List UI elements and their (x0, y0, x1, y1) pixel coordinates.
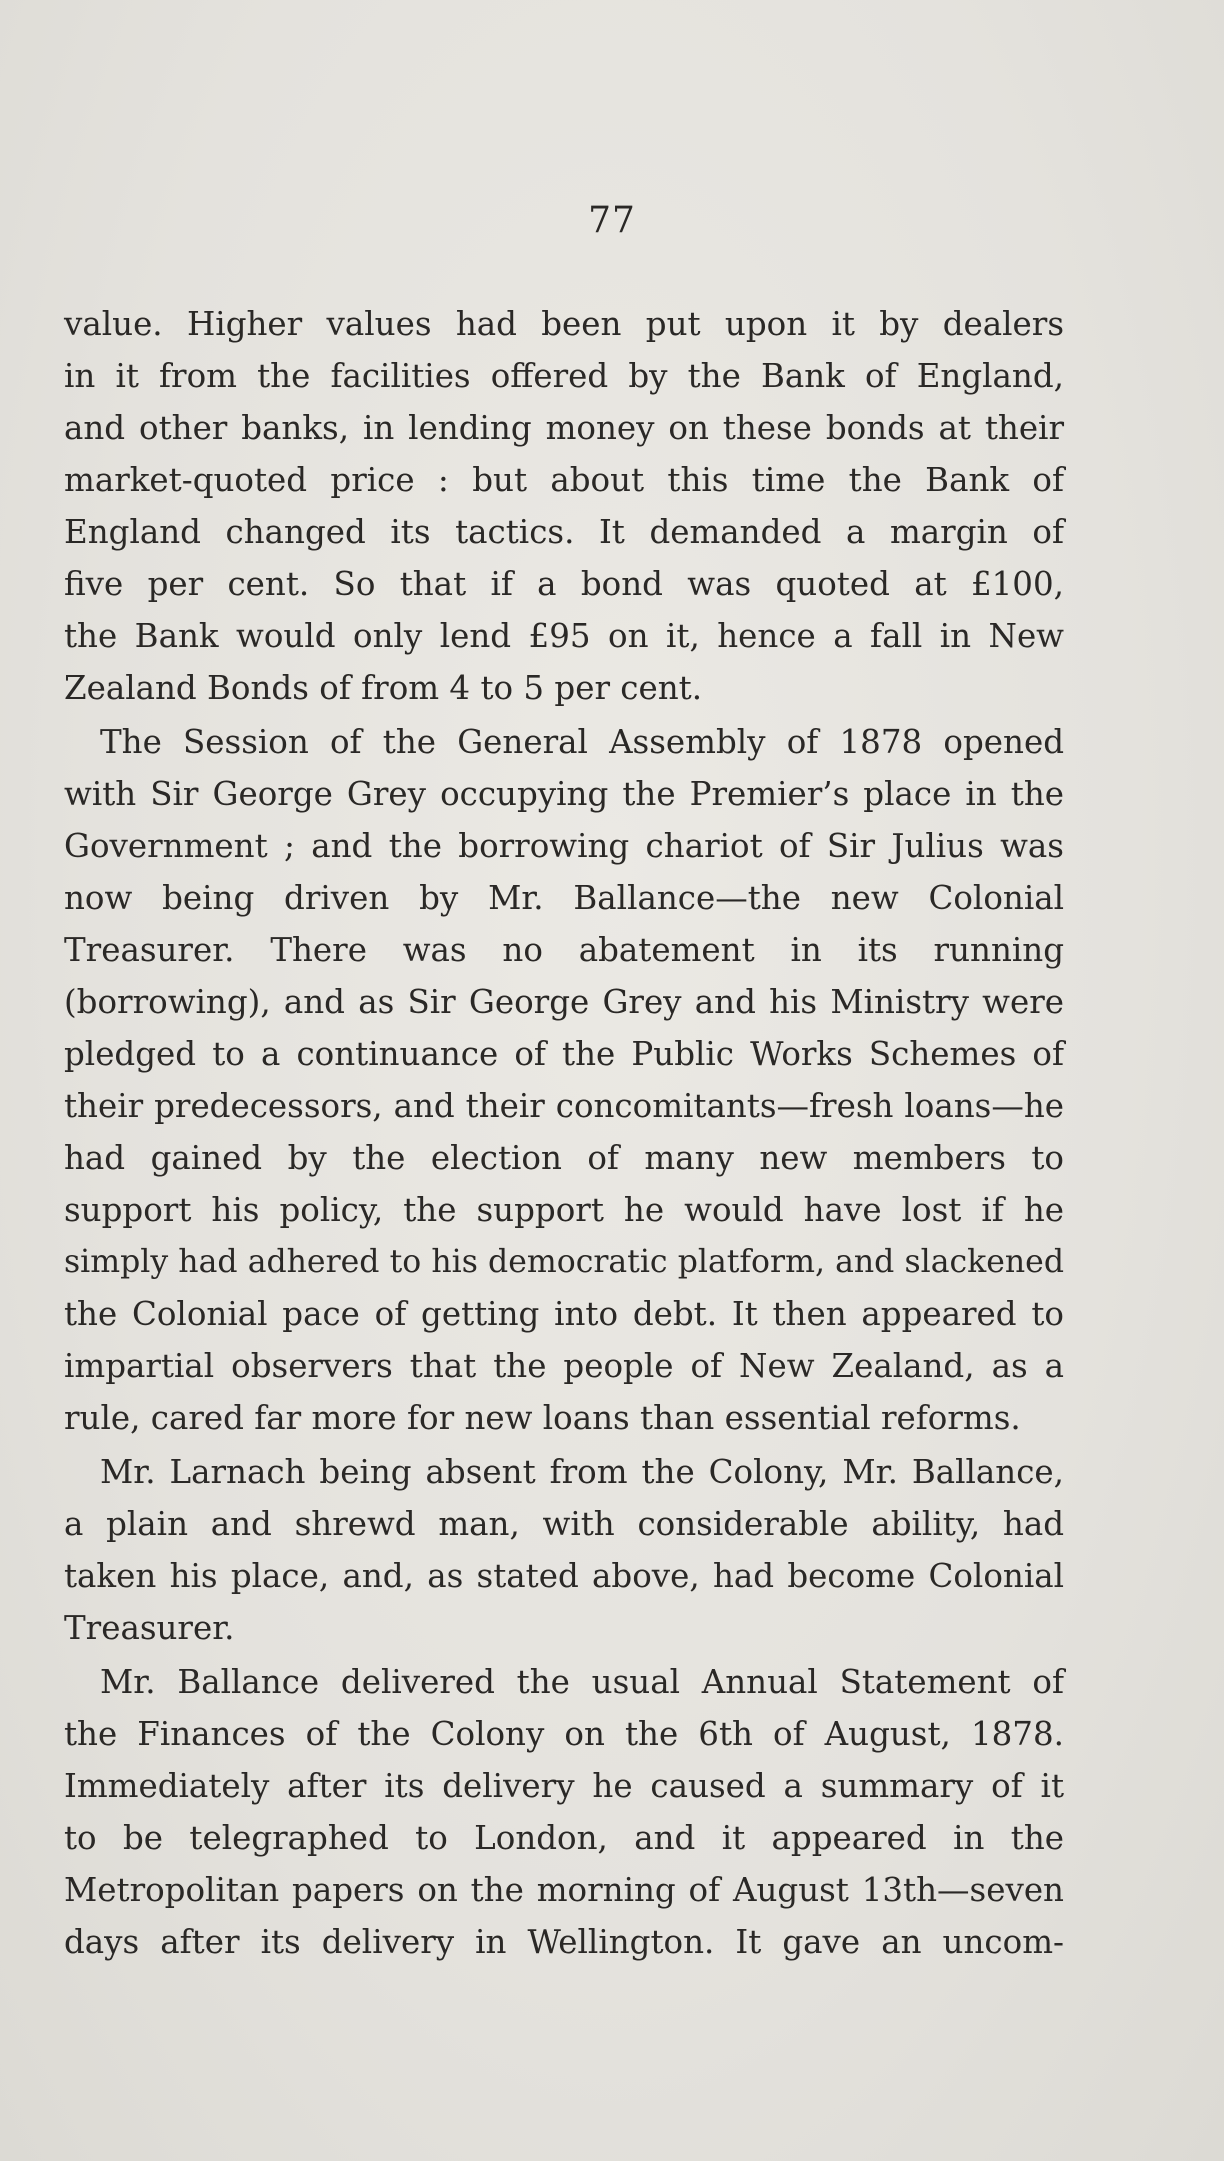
text-line: days after its delivery in Wellington. It gave an uncom- (64, 1923, 1064, 1961)
text-line: Zealand Bonds of from 4 to 5 per cent. (64, 669, 703, 707)
paragraph (64, 298, 1064, 714)
text-line: rule, cared far more for new loans than essential reforms. (64, 1399, 1021, 1437)
text-line: Treasurer. There was no abatement in its running (64, 931, 1064, 969)
text-line: Treasurer. (64, 1609, 235, 1647)
text-line: Government ; and the borrowing chariot of Sir Julius was (64, 827, 1064, 865)
text-line: support his policy, the support he would have lost if he (64, 1191, 1064, 1229)
text-line: had gained by the election of many new members to (64, 1139, 1064, 1177)
text-line: to be telegraphed to London, and it appeared in the (64, 1819, 1064, 1857)
text-line: Immediately after its delivery he caused a summary of it (64, 1767, 1064, 1805)
text-line: and other banks, in lending money on these bonds at their (64, 409, 1064, 447)
text-line: (borrowing), and as Sir George Grey and his Ministry were (64, 983, 1064, 1021)
text-line: now being driven by Mr. Ballance—the new Colonial (64, 879, 1064, 917)
paragraph (64, 716, 1064, 1444)
body-text (64, 298, 1064, 1968)
text-line: impartial observers that the people of New Zealand, as a (64, 1347, 1064, 1385)
text-line: simply had adhered to his democratic platform, and slackened (64, 1244, 1064, 1280)
text-line: the Bank would only lend £95 on it, hence a fall in New (64, 617, 1064, 655)
text-line: Metropolitan papers on the morning of August 13th—seven (64, 1871, 1064, 1909)
page-number: 77 (588, 200, 636, 241)
text-line: market-quoted price : but about this time the Bank of (64, 461, 1064, 499)
text-line: five per cent. So that if a bond was quoted at £100, (64, 565, 1064, 603)
text-line: their predecessors, and their concomitants—fresh loans—he (64, 1087, 1064, 1125)
text-line: taken his place, and, as stated above, had become Colonial (64, 1557, 1064, 1595)
text-line: a plain and shrewd man, with considerable ability, had (64, 1505, 1064, 1543)
text-line: in it from the facilities offered by the Bank of England, (64, 357, 1064, 395)
text-line: value. Higher values had been put upon it by dealers (64, 305, 1064, 343)
text-line: Mr. Ballance delivered the usual Annual Statement of (100, 1663, 1064, 1701)
paragraph (64, 1446, 1064, 1654)
text-line: Mr. Larnach being absent from the Colony, Mr. Ballance, (100, 1453, 1064, 1491)
paragraph (64, 1656, 1064, 1968)
text-line: pledged to a continuance of the Public Works Schemes of (64, 1035, 1064, 1073)
text-line: the Finances of the Colony on the 6th of August, 1878. (64, 1715, 1064, 1753)
text-line: England changed its tactics. It demanded a margin of (64, 513, 1064, 551)
text-line: the Colonial pace of getting into debt. It then appeared to (64, 1295, 1064, 1333)
text-line: The Session of the General Assembly of 1878 opened (100, 723, 1064, 761)
text-line: with Sir George Grey occupying the Premier’s place in the (64, 775, 1064, 813)
